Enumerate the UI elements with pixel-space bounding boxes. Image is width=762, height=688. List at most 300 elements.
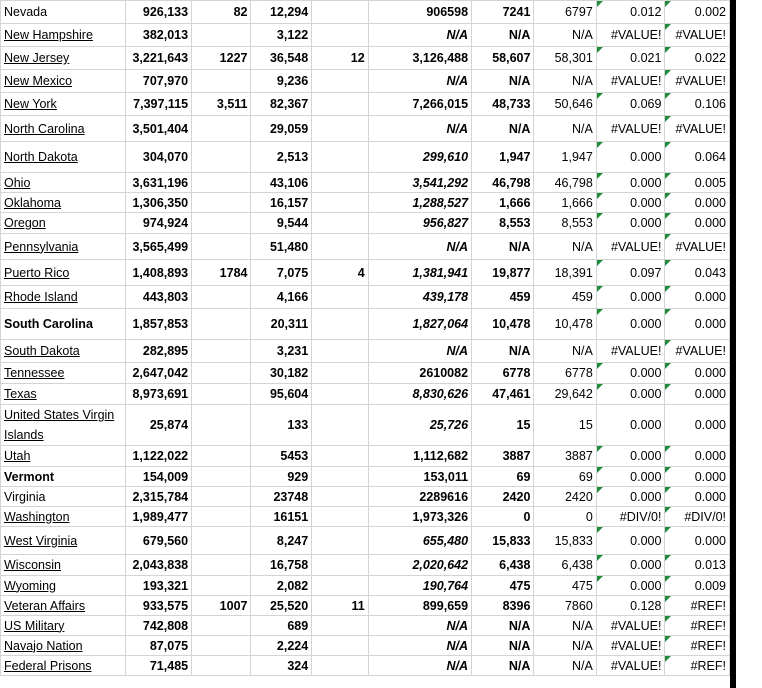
data-cell[interactable]: [312, 656, 368, 676]
data-cell[interactable]: [312, 142, 368, 173]
data-cell[interactable]: [312, 487, 368, 507]
data-cell[interactable]: 0.000: [596, 446, 665, 467]
data-cell[interactable]: #VALUE!: [665, 340, 730, 363]
row-label-cell[interactable]: [1, 70, 126, 93]
data-cell[interactable]: 475: [534, 576, 596, 596]
data-cell[interactable]: 0.013: [665, 555, 730, 576]
row-label-cell[interactable]: [1, 507, 126, 527]
data-cell[interactable]: [312, 116, 368, 142]
jurisdiction-link[interactable]: Ohio: [4, 175, 31, 190]
data-cell[interactable]: #REF!: [665, 616, 730, 636]
row-label-cell[interactable]: [1, 260, 126, 286]
data-cell[interactable]: [312, 309, 368, 340]
data-cell[interactable]: [312, 576, 368, 596]
data-cell[interactable]: 16,758: [251, 555, 312, 576]
data-cell[interactable]: 3887: [472, 446, 534, 467]
data-cell[interactable]: 23748: [251, 487, 312, 507]
jurisdiction-link[interactable]: New Hampshire: [4, 28, 93, 42]
data-cell[interactable]: 2420: [534, 487, 596, 507]
data-cell[interactable]: [192, 527, 251, 555]
data-cell[interactable]: [192, 193, 251, 213]
data-cell[interactable]: 9,544: [251, 213, 312, 234]
data-cell[interactable]: 10,478: [534, 309, 596, 340]
data-cell[interactable]: 382,013: [125, 24, 191, 47]
data-cell[interactable]: 4: [312, 260, 368, 286]
row-label-cell[interactable]: [1, 467, 126, 487]
data-cell[interactable]: 304,070: [125, 142, 191, 173]
jurisdiction-link[interactable]: New Jersey: [4, 51, 70, 65]
data-cell[interactable]: 18,391: [534, 260, 596, 286]
data-cell[interactable]: [312, 1, 368, 24]
data-cell[interactable]: 0.000: [596, 405, 665, 446]
data-cell[interactable]: 0: [534, 507, 596, 527]
data-cell[interactable]: 0.000: [596, 384, 665, 405]
data-cell[interactable]: [192, 173, 251, 193]
data-cell[interactable]: 82: [192, 1, 251, 24]
data-cell[interactable]: #REF!: [665, 656, 730, 676]
data-cell[interactable]: N/A: [368, 116, 471, 142]
row-label-cell[interactable]: [1, 116, 126, 142]
data-cell[interactable]: 459: [534, 286, 596, 309]
data-cell[interactable]: 0.000: [596, 467, 665, 487]
data-cell[interactable]: N/A: [368, 636, 471, 656]
data-cell[interactable]: 0.000: [665, 286, 730, 309]
data-cell[interactable]: [192, 70, 251, 93]
jurisdiction-link[interactable]: Wisconsin: [4, 558, 61, 572]
data-cell[interactable]: N/A: [472, 70, 534, 93]
data-cell[interactable]: 0.000: [665, 467, 730, 487]
data-cell[interactable]: N/A: [472, 234, 534, 260]
data-cell[interactable]: 4,166: [251, 286, 312, 309]
data-cell[interactable]: 30,182: [251, 363, 312, 384]
data-cell[interactable]: 25,874: [125, 405, 191, 446]
data-cell[interactable]: 443,803: [125, 286, 191, 309]
data-cell[interactable]: #REF!: [665, 636, 730, 656]
data-cell[interactable]: 15: [472, 405, 534, 446]
data-cell[interactable]: [192, 446, 251, 467]
data-cell[interactable]: 133: [251, 405, 312, 446]
data-cell[interactable]: 95,604: [251, 384, 312, 405]
jurisdiction-link[interactable]: Navajo Nation: [4, 638, 83, 653]
data-cell[interactable]: [192, 363, 251, 384]
data-cell[interactable]: 1,989,477: [125, 507, 191, 527]
data-cell[interactable]: #VALUE!: [596, 340, 665, 363]
data-cell[interactable]: 154,009: [125, 467, 191, 487]
data-cell[interactable]: 3,501,404: [125, 116, 191, 142]
data-cell[interactable]: 929: [251, 467, 312, 487]
data-cell[interactable]: [312, 70, 368, 93]
data-cell[interactable]: 655,480: [368, 527, 471, 555]
data-cell[interactable]: 0.000: [596, 173, 665, 193]
data-cell[interactable]: #VALUE!: [596, 116, 665, 142]
data-cell[interactable]: [312, 24, 368, 47]
data-cell[interactable]: 0.069: [596, 93, 665, 116]
data-cell[interactable]: #VALUE!: [665, 234, 730, 260]
data-cell[interactable]: [192, 234, 251, 260]
data-cell[interactable]: 1,973,326: [368, 507, 471, 527]
data-cell[interactable]: 0.106: [665, 93, 730, 116]
jurisdiction-link[interactable]: New York: [4, 97, 57, 111]
row-label-cell[interactable]: [1, 487, 126, 507]
data-cell[interactable]: 71,485: [125, 656, 191, 676]
data-cell[interactable]: 3,122: [251, 24, 312, 47]
data-cell[interactable]: 0.000: [665, 363, 730, 384]
data-cell[interactable]: #VALUE!: [596, 24, 665, 47]
data-cell[interactable]: N/A: [534, 636, 596, 656]
data-cell[interactable]: 2,043,838: [125, 555, 191, 576]
data-cell[interactable]: [312, 446, 368, 467]
data-cell[interactable]: 1,408,893: [125, 260, 191, 286]
data-cell[interactable]: 1227: [192, 47, 251, 70]
data-cell[interactable]: 3,221,643: [125, 47, 191, 70]
data-cell[interactable]: 282,895: [125, 340, 191, 363]
data-cell[interactable]: 0.000: [596, 142, 665, 173]
data-cell[interactable]: 0.000: [665, 213, 730, 234]
data-cell[interactable]: 36,548: [251, 47, 312, 70]
jurisdiction-link[interactable]: United States Virgin Islands: [4, 408, 115, 442]
data-cell[interactable]: 0.000: [596, 363, 665, 384]
row-label-cell[interactable]: [1, 213, 126, 234]
row-label-cell[interactable]: [1, 193, 126, 213]
data-cell[interactable]: [312, 507, 368, 527]
jurisdiction-link[interactable]: New Mexico: [4, 74, 73, 88]
row-label-cell[interactable]: [1, 527, 126, 555]
data-cell[interactable]: 0.000: [596, 487, 665, 507]
data-cell[interactable]: 707,970: [125, 70, 191, 93]
data-cell[interactable]: 190,764: [368, 576, 471, 596]
data-cell[interactable]: #VALUE!: [665, 116, 730, 142]
data-cell[interactable]: 7241: [472, 1, 534, 24]
data-cell[interactable]: 15,833: [472, 527, 534, 555]
data-cell[interactable]: [312, 340, 368, 363]
data-cell[interactable]: 0.021: [596, 47, 665, 70]
data-cell[interactable]: 0.000: [596, 309, 665, 340]
data-cell[interactable]: #VALUE!: [596, 656, 665, 676]
data-cell[interactable]: N/A: [472, 340, 534, 363]
data-cell[interactable]: 46,798: [472, 173, 534, 193]
data-cell[interactable]: 193,321: [125, 576, 191, 596]
data-cell[interactable]: 439,178: [368, 286, 471, 309]
data-cell[interactable]: 0.043: [665, 260, 730, 286]
data-cell[interactable]: 956,827: [368, 213, 471, 234]
data-cell[interactable]: 0.009: [665, 576, 730, 596]
data-cell[interactable]: 1,666: [472, 193, 534, 213]
data-cell[interactable]: 906598: [368, 1, 471, 24]
row-label-cell[interactable]: [1, 576, 126, 596]
data-cell[interactable]: 43,106: [251, 173, 312, 193]
data-cell[interactable]: 10,478: [472, 309, 534, 340]
data-cell[interactable]: [192, 576, 251, 596]
data-cell[interactable]: 25,726: [368, 405, 471, 446]
data-cell[interactable]: 1,947: [534, 142, 596, 173]
data-cell[interactable]: 3,631,196: [125, 173, 191, 193]
data-cell[interactable]: 6,438: [472, 555, 534, 576]
data-cell[interactable]: 2,020,642: [368, 555, 471, 576]
data-cell[interactable]: 3,126,488: [368, 47, 471, 70]
data-cell[interactable]: 50,646: [534, 93, 596, 116]
data-cell[interactable]: 0.000: [665, 446, 730, 467]
data-cell[interactable]: 459: [472, 286, 534, 309]
data-cell[interactable]: [312, 527, 368, 555]
data-cell[interactable]: 475: [472, 576, 534, 596]
data-cell[interactable]: 0.012: [596, 1, 665, 24]
data-cell[interactable]: [312, 234, 368, 260]
data-cell[interactable]: 6,438: [534, 555, 596, 576]
data-cell[interactable]: #VALUE!: [596, 636, 665, 656]
data-cell[interactable]: 19,877: [472, 260, 534, 286]
row-label-cell[interactable]: [1, 286, 126, 309]
data-cell[interactable]: 58,607: [472, 47, 534, 70]
data-cell[interactable]: 0.000: [665, 193, 730, 213]
jurisdiction-link[interactable]: Oregon: [4, 216, 46, 230]
data-cell[interactable]: 25,520: [251, 596, 312, 616]
data-cell[interactable]: [312, 213, 368, 234]
data-cell[interactable]: 9,236: [251, 70, 312, 93]
data-cell[interactable]: N/A: [534, 24, 596, 47]
data-cell[interactable]: [192, 142, 251, 173]
data-cell[interactable]: 15,833: [534, 527, 596, 555]
data-cell[interactable]: N/A: [472, 116, 534, 142]
data-cell[interactable]: 0.000: [596, 555, 665, 576]
data-cell[interactable]: 82,367: [251, 93, 312, 116]
data-cell[interactable]: #VALUE!: [665, 70, 730, 93]
row-label-cell[interactable]: [1, 616, 126, 636]
jurisdiction-link[interactable]: Puerto Rico: [4, 265, 70, 280]
data-cell[interactable]: [312, 405, 368, 446]
data-cell[interactable]: 8396: [472, 596, 534, 616]
data-cell[interactable]: 6778: [534, 363, 596, 384]
data-cell[interactable]: 2610082: [368, 363, 471, 384]
data-cell[interactable]: N/A: [368, 616, 471, 636]
data-cell[interactable]: [312, 173, 368, 193]
data-cell[interactable]: N/A: [368, 656, 471, 676]
data-cell[interactable]: 153,011: [368, 467, 471, 487]
row-label-cell[interactable]: [1, 596, 126, 616]
data-cell[interactable]: 0.097: [596, 260, 665, 286]
jurisdiction-link[interactable]: Utah: [4, 449, 31, 463]
data-cell[interactable]: [312, 636, 368, 656]
data-cell[interactable]: 1,288,527: [368, 193, 471, 213]
data-cell[interactable]: 16151: [251, 507, 312, 527]
jurisdiction-link[interactable]: North Carolina: [4, 121, 85, 136]
jurisdiction-link[interactable]: South Dakota: [4, 344, 80, 358]
data-cell[interactable]: 0: [472, 507, 534, 527]
data-cell[interactable]: 1,381,941: [368, 260, 471, 286]
data-cell[interactable]: 1,666: [534, 193, 596, 213]
data-cell[interactable]: 0.005: [665, 173, 730, 193]
data-cell[interactable]: 3,231: [251, 340, 312, 363]
data-cell[interactable]: [192, 286, 251, 309]
data-cell[interactable]: [192, 213, 251, 234]
jurisdiction-link[interactable]: Federal Prisons: [4, 658, 92, 673]
data-cell[interactable]: #REF!: [665, 596, 730, 616]
data-cell[interactable]: [192, 340, 251, 363]
data-cell[interactable]: 8,830,626: [368, 384, 471, 405]
data-cell[interactable]: 0.000: [665, 487, 730, 507]
data-cell[interactable]: 1,122,022: [125, 446, 191, 467]
data-cell[interactable]: 7,266,015: [368, 93, 471, 116]
data-cell[interactable]: 0.000: [665, 405, 730, 446]
row-label-cell[interactable]: [1, 24, 126, 47]
data-cell[interactable]: 1,306,350: [125, 193, 191, 213]
data-cell[interactable]: 46,798: [534, 173, 596, 193]
data-cell[interactable]: 0.000: [665, 527, 730, 555]
data-cell[interactable]: 12,294: [251, 1, 312, 24]
data-cell[interactable]: 7,397,115: [125, 93, 191, 116]
data-cell[interactable]: N/A: [368, 234, 471, 260]
data-cell[interactable]: #VALUE!: [665, 24, 730, 47]
data-cell[interactable]: #DIV/0!: [665, 507, 730, 527]
data-cell[interactable]: 6797: [534, 1, 596, 24]
data-cell[interactable]: 5453: [251, 446, 312, 467]
data-cell[interactable]: [312, 616, 368, 636]
jurisdiction-link[interactable]: US Military: [4, 618, 65, 633]
data-cell[interactable]: 0.000: [596, 193, 665, 213]
data-cell[interactable]: 48,733: [472, 93, 534, 116]
row-label-cell[interactable]: [1, 405, 126, 446]
data-cell[interactable]: 1784: [192, 260, 251, 286]
data-cell[interactable]: [312, 286, 368, 309]
data-cell[interactable]: 742,808: [125, 616, 191, 636]
jurisdiction-link[interactable]: Oklahoma: [4, 195, 61, 210]
jurisdiction-link[interactable]: Wyoming: [4, 578, 56, 593]
data-cell[interactable]: #VALUE!: [596, 616, 665, 636]
data-cell[interactable]: 6778: [472, 363, 534, 384]
data-cell[interactable]: [192, 507, 251, 527]
data-cell[interactable]: 2,315,784: [125, 487, 191, 507]
data-cell[interactable]: [192, 487, 251, 507]
jurisdiction-link[interactable]: Veteran Affairs: [4, 598, 86, 613]
data-cell[interactable]: N/A: [368, 340, 471, 363]
data-cell[interactable]: [192, 24, 251, 47]
data-cell[interactable]: 11: [312, 596, 368, 616]
row-label-cell[interactable]: [1, 173, 126, 193]
data-cell[interactable]: 974,924: [125, 213, 191, 234]
data-cell[interactable]: 7,075: [251, 260, 312, 286]
row-label-cell[interactable]: [1, 234, 126, 260]
row-label-cell[interactable]: [1, 555, 126, 576]
data-cell[interactable]: N/A: [368, 70, 471, 93]
data-cell[interactable]: #VALUE!: [596, 70, 665, 93]
data-cell[interactable]: [312, 384, 368, 405]
data-cell[interactable]: [192, 467, 251, 487]
data-cell[interactable]: [192, 656, 251, 676]
jurisdiction-link[interactable]: Texas: [4, 387, 37, 401]
jurisdiction-link[interactable]: West Virginia: [4, 533, 78, 548]
data-cell[interactable]: 689: [251, 616, 312, 636]
data-cell[interactable]: 51,480: [251, 234, 312, 260]
jurisdiction-link[interactable]: Rhode Island: [4, 290, 78, 304]
data-cell[interactable]: 0.000: [596, 286, 665, 309]
data-cell[interactable]: 3,511: [192, 93, 251, 116]
data-cell[interactable]: [312, 93, 368, 116]
data-cell[interactable]: 2,513: [251, 142, 312, 173]
data-cell[interactable]: 2,647,042: [125, 363, 191, 384]
data-cell[interactable]: N/A: [534, 234, 596, 260]
data-cell[interactable]: 933,575: [125, 596, 191, 616]
row-label-cell[interactable]: [1, 93, 126, 116]
row-label-cell[interactable]: [1, 446, 126, 467]
data-cell[interactable]: 8,553: [534, 213, 596, 234]
data-cell[interactable]: 0.064: [665, 142, 730, 173]
data-cell[interactable]: N/A: [472, 24, 534, 47]
data-cell[interactable]: 899,659: [368, 596, 471, 616]
data-cell[interactable]: 1,947: [472, 142, 534, 173]
row-label-cell[interactable]: [1, 656, 126, 676]
data-cell[interactable]: 7860: [534, 596, 596, 616]
data-cell[interactable]: [192, 116, 251, 142]
data-cell[interactable]: [312, 467, 368, 487]
data-cell[interactable]: [312, 363, 368, 384]
data-cell[interactable]: 1,827,064: [368, 309, 471, 340]
data-cell[interactable]: 1,112,682: [368, 446, 471, 467]
data-cell[interactable]: N/A: [534, 340, 596, 363]
data-cell[interactable]: N/A: [472, 616, 534, 636]
data-cell[interactable]: 1007: [192, 596, 251, 616]
data-cell[interactable]: 299,610: [368, 142, 471, 173]
row-label-cell[interactable]: [1, 340, 126, 363]
jurisdiction-link[interactable]: Tennessee: [4, 366, 65, 380]
data-cell[interactable]: 47,461: [472, 384, 534, 405]
data-cell[interactable]: 20,311: [251, 309, 312, 340]
data-cell[interactable]: 87,075: [125, 636, 191, 656]
data-cell[interactable]: [312, 193, 368, 213]
data-cell[interactable]: N/A: [534, 70, 596, 93]
data-cell[interactable]: #VALUE!: [596, 234, 665, 260]
data-cell[interactable]: [192, 636, 251, 656]
row-label-cell[interactable]: [1, 47, 126, 70]
data-cell[interactable]: 3,565,499: [125, 234, 191, 260]
data-cell[interactable]: 0.022: [665, 47, 730, 70]
data-cell[interactable]: 2,082: [251, 576, 312, 596]
data-cell[interactable]: 2,224: [251, 636, 312, 656]
data-cell[interactable]: 29,642: [534, 384, 596, 405]
data-cell[interactable]: [192, 616, 251, 636]
data-cell[interactable]: 0.000: [596, 213, 665, 234]
data-cell[interactable]: 0.000: [596, 576, 665, 596]
row-label-cell[interactable]: [1, 1, 126, 24]
data-cell[interactable]: 0.000: [596, 527, 665, 555]
data-cell[interactable]: #DIV/0!: [596, 507, 665, 527]
data-cell[interactable]: N/A: [472, 656, 534, 676]
data-cell[interactable]: [192, 405, 251, 446]
data-cell[interactable]: [192, 384, 251, 405]
row-label-cell[interactable]: [1, 363, 126, 384]
data-cell[interactable]: N/A: [534, 616, 596, 636]
data-cell[interactable]: 8,553: [472, 213, 534, 234]
data-cell[interactable]: 15: [534, 405, 596, 446]
data-cell[interactable]: 69: [534, 467, 596, 487]
data-cell[interactable]: 926,133: [125, 1, 191, 24]
data-cell[interactable]: 8,973,691: [125, 384, 191, 405]
data-cell[interactable]: 0.000: [665, 309, 730, 340]
data-cell[interactable]: [192, 555, 251, 576]
jurisdiction-link[interactable]: Washington: [4, 509, 70, 524]
data-cell[interactable]: 0.128: [596, 596, 665, 616]
jurisdiction-link[interactable]: North Dakota: [4, 150, 78, 164]
data-cell[interactable]: 0.002: [665, 1, 730, 24]
data-cell[interactable]: N/A: [534, 116, 596, 142]
data-cell[interactable]: 0.000: [665, 384, 730, 405]
jurisdiction-link[interactable]: Pennsylvania: [4, 239, 79, 254]
row-label-cell[interactable]: [1, 636, 126, 656]
data-cell[interactable]: [312, 555, 368, 576]
data-cell[interactable]: N/A: [472, 636, 534, 656]
data-cell[interactable]: 3,541,292: [368, 173, 471, 193]
data-cell[interactable]: N/A: [534, 656, 596, 676]
data-cell[interactable]: 3887: [534, 446, 596, 467]
data-cell[interactable]: 29,059: [251, 116, 312, 142]
